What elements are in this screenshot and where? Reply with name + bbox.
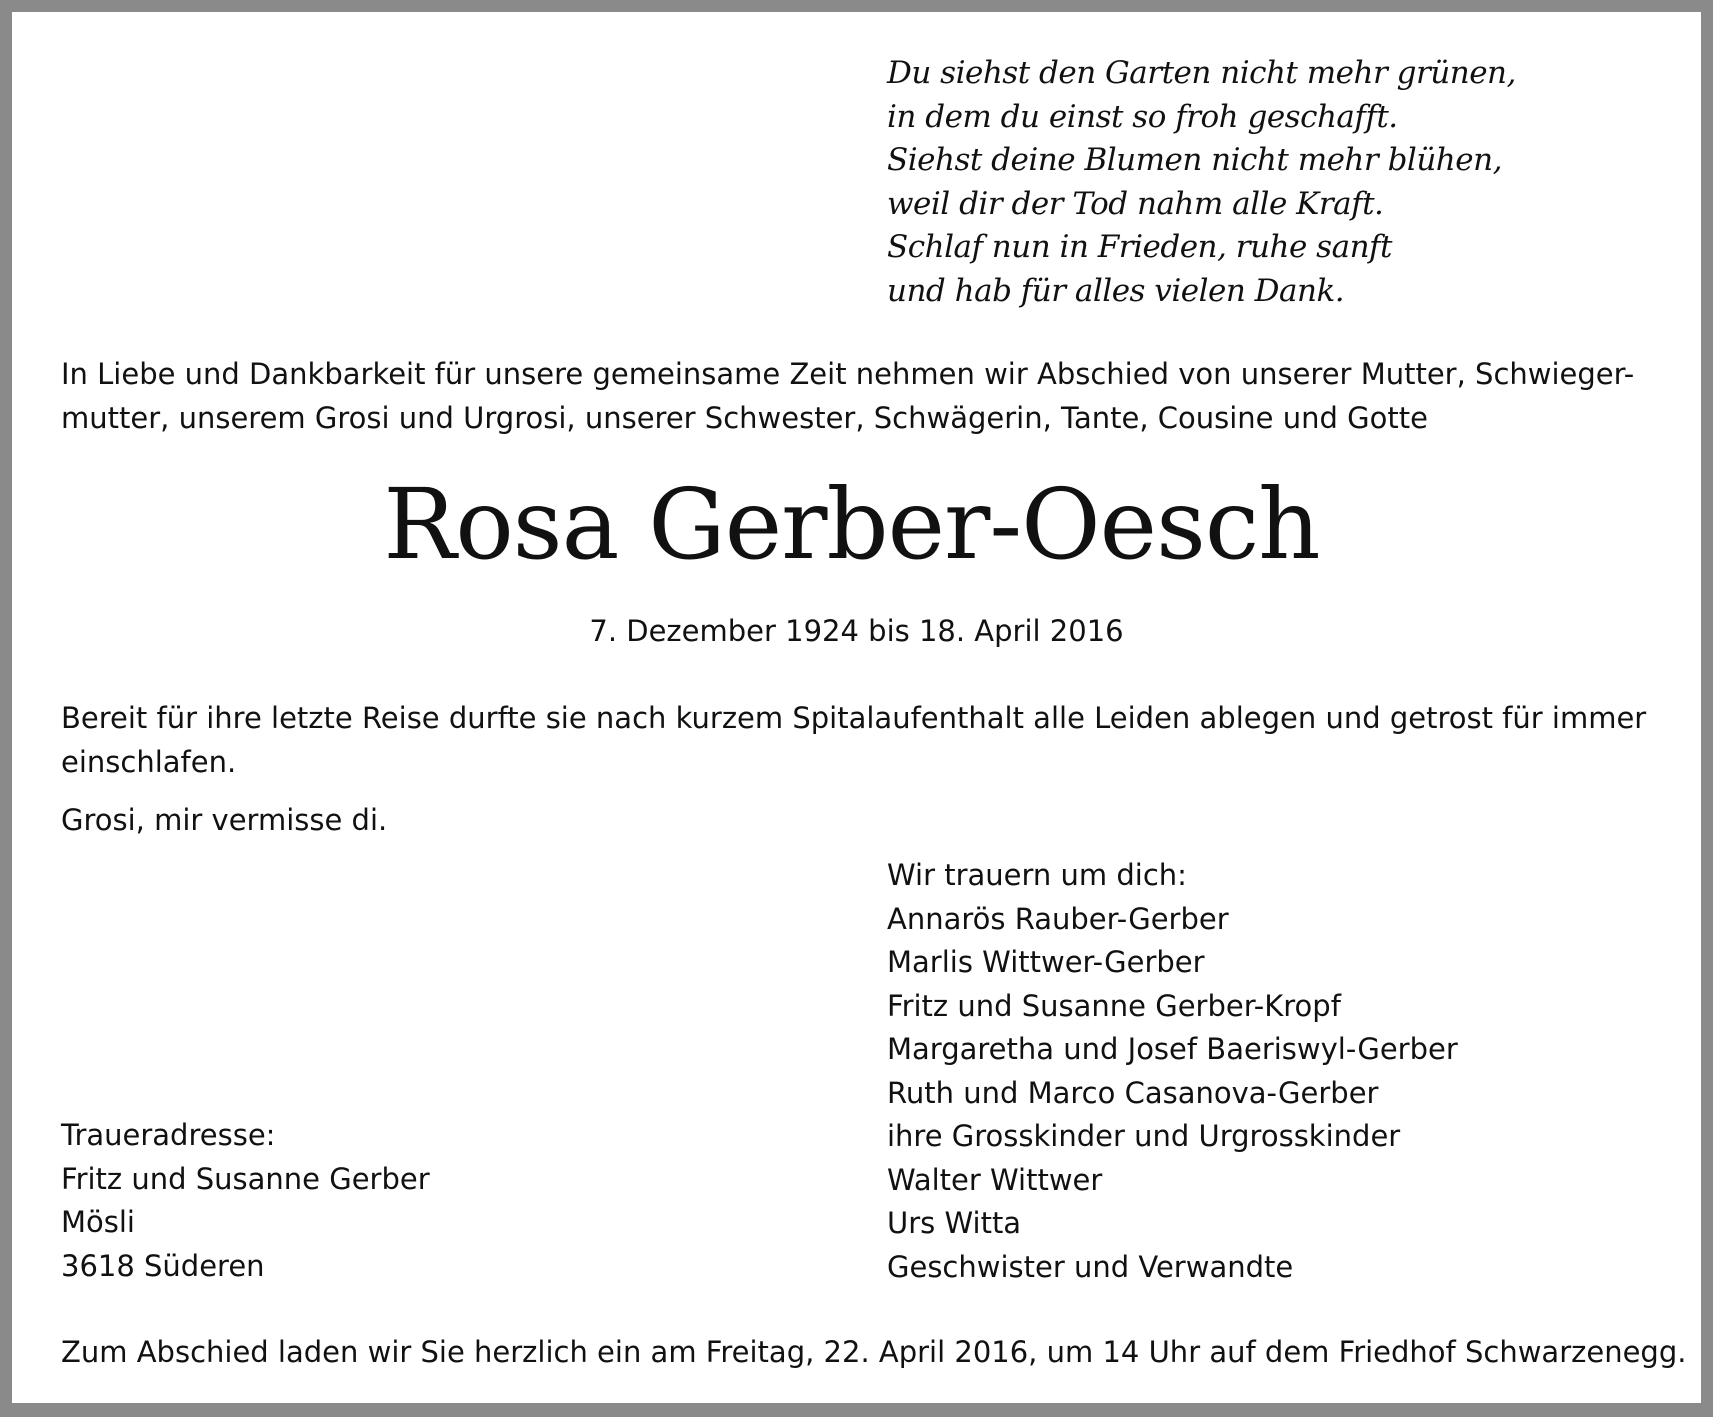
body-line: einschlafen. [61, 745, 237, 779]
poem-line: in dem du einst so froh geschafft. [887, 98, 1398, 135]
life-dates-text: 7. Dezember 1924 bis 18. April 2016 [589, 614, 1124, 648]
funeral-invitation: Zum Abschied laden wir Sie herzlich ein am Freitag, 22. April 2016, um 14 Uhr auf dem Friedhof Schwarzenegg. [61, 1335, 1687, 1369]
intro-line: mutter, unserem Grosi und Urgrosi, unserer Schwester, Schwägerin, Tante, Cousine und Gotte [61, 401, 1428, 435]
mourner-name: Margaretha und Josef Baeriswyl-Gerber [887, 1032, 1458, 1066]
mourner-name: Marlis Wittwer-Gerber [887, 945, 1205, 979]
poem-line: Schlaf nun in Frieden, ruhe sanft [887, 229, 1392, 265]
address-line: 3618 Süderen [61, 1248, 265, 1283]
mourning-address [61, 1114, 430, 1288]
mourner-name: Geschwister und Verwandte [887, 1249, 1294, 1284]
mourners-list [887, 854, 1458, 1289]
grosi-message: Grosi, mir vermisse di. [61, 803, 388, 837]
intro-line: In Liebe und Dankbarkeit für unsere gemeinsame Zeit nehmen wir Abschied von unserer Mutter, Schwieger- [61, 357, 1635, 391]
poem-line: und hab für alles vielen Dank. [887, 272, 1345, 309]
intro-paragraph [61, 352, 1661, 440]
address-line: Fritz und Susanne Gerber [61, 1161, 430, 1196]
body-line: Bereit für ihre letzte Reise durfte sie nach kurzem Spitalaufenthalt alle Leiden ablegen und getrost für immer [61, 701, 1647, 735]
address-label: Traueradresse: [61, 1118, 276, 1152]
mourner-name: Walter Wittwer [887, 1162, 1103, 1197]
body-paragraph [61, 696, 1646, 784]
mourner-name: Ruth und Marco Casanova-Gerber [887, 1075, 1379, 1110]
mourner-name: Annarös Rauber-Gerber [887, 901, 1229, 936]
life-dates [0, 609, 1713, 653]
deceased-name-text: Rosa Gerber-Oesch [383, 468, 1320, 581]
poem-line: Siehst deine Blumen nicht mehr blühen, [887, 142, 1502, 178]
mourner-name: ihre Grosskinder und Urgrosskinder [887, 1119, 1401, 1153]
poem-line: Du siehst den Garten nicht mehr grünen, [887, 55, 1516, 91]
poem-line: weil dir der Tod nahm alle Kraft. [887, 185, 1384, 222]
deceased-name [0, 465, 1713, 585]
mourner-name: Urs Witta [887, 1206, 1022, 1240]
poem [887, 52, 1516, 313]
mourner-name: Fritz und Susanne Gerber-Kropf [887, 988, 1341, 1023]
mourners-heading: Wir trauern um dich: [887, 858, 1187, 892]
address-line: Mösli [61, 1205, 135, 1239]
